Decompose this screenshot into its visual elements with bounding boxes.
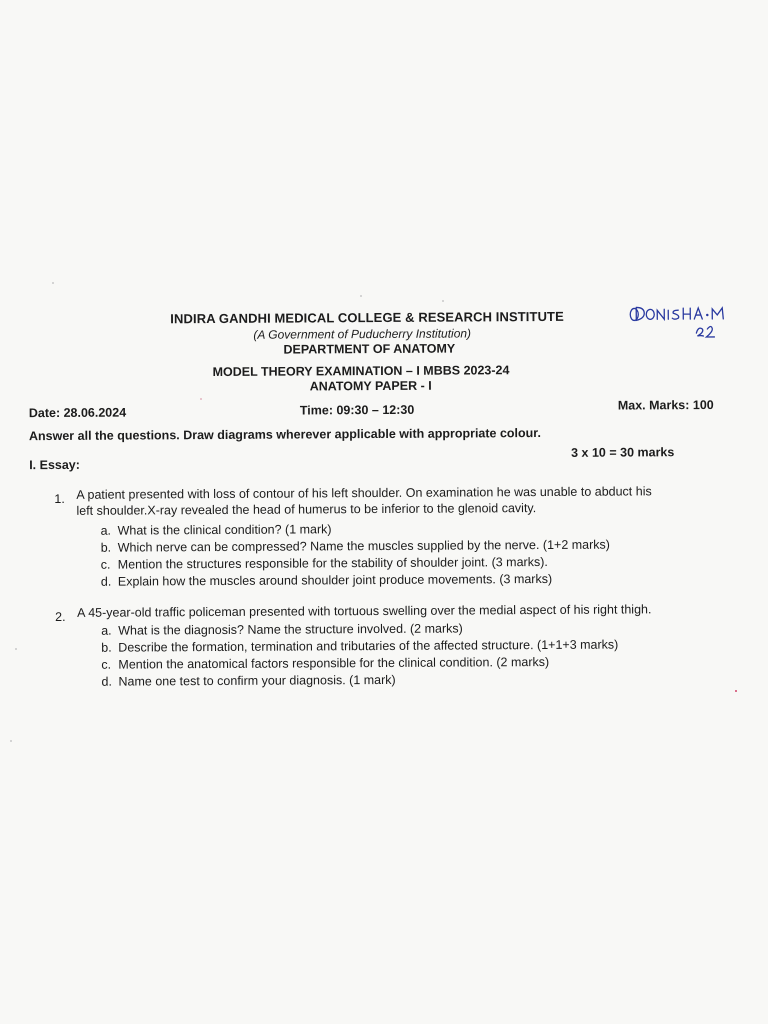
institution-subtitle: (A Government of Puducherry Institution) [253, 326, 472, 342]
exam-time: Time: 09:30 – 12:30 [299, 402, 415, 418]
question-text: A 45-year-old traffic policeman presented with tortuous swelling over the medial aspect of his right thigh. [77, 602, 652, 620]
section-title: I. Essay: [29, 457, 80, 473]
part-label: c. [100, 557, 111, 572]
part-text: Which nerve can be compressed? Name the muscles supplied by the nerve. (1+2 marks) [117, 537, 610, 555]
part-label: d. [100, 574, 112, 589]
part-label: a. [100, 523, 112, 538]
question-part [101, 655, 549, 672]
max-marks: Max. Marks: 100 [617, 397, 714, 413]
question-part [101, 572, 552, 589]
part-text: What is the diagnosis? Name the structure involved. (2 marks) [118, 621, 463, 638]
department-name: DEPARTMENT OF ANATOMY [283, 341, 456, 357]
question-part [101, 555, 548, 572]
signature-scribble [628, 302, 738, 343]
part-label: b. [101, 640, 112, 655]
exam-content [0, 298, 768, 723]
question-number: 2. [55, 609, 66, 624]
part-label: d. [101, 674, 112, 689]
question-part [101, 522, 332, 537]
paper-title: ANATOMY PAPER - I [309, 378, 432, 394]
instructions: Answer all the questions. Draw diagrams wherever applicable with appropriate colour. [28, 426, 541, 444]
part-text: Mention the anatomical factors responsible for the clinical condition. (2 marks) [118, 654, 550, 672]
part-label: c. [101, 657, 112, 672]
question-part [101, 538, 610, 555]
question-part [101, 638, 618, 655]
section-marks: 3 x 10 = 30 marks [571, 445, 675, 460]
exam-title: MODEL THEORY EXAMINATION – I MBBS 2023-24 [212, 363, 510, 380]
part-label: b. [100, 540, 112, 555]
part-text: What is the clinical condition? (1 mark) [117, 522, 332, 538]
question-text-continued: left shoulder.X-ray revealed the head of humerus to be inferior to the glenoid cavity. [76, 501, 537, 518]
part-label: a. [101, 623, 112, 638]
part-text: Explain how the muscles around shoulder joint produce movements. (3 marks) [117, 571, 553, 589]
question-part [101, 621, 463, 637]
exam-date: Date: 28.06.2024 [28, 405, 127, 421]
part-text: Mention the structures responsible for the stability of shoulder joint. (3 marks). [117, 554, 548, 572]
institution-name: INDIRA GANDHI MEDICAL COLLEGE & RESEARCH INSTITUTE [170, 308, 564, 327]
handwritten-signature [628, 302, 738, 343]
part-text: Name one test to confirm your diagnosis. (1 mark) [118, 672, 396, 689]
question-number: 1. [54, 491, 65, 506]
question-part [101, 673, 395, 689]
part-text: Describe the formation, termination and tributaries of the affected structure. (1+1+3 marks) [118, 637, 619, 655]
question-text: A patient presented with loss of contour of his left shoulder. On examination he was unable to abduct his [76, 484, 652, 502]
